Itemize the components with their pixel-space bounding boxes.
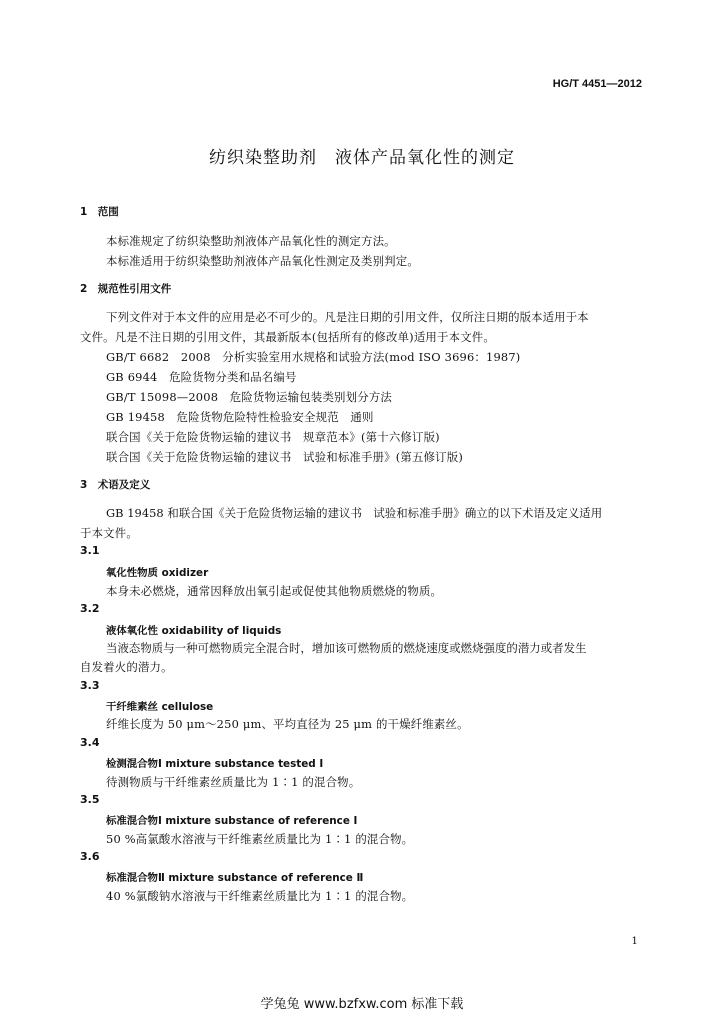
footer-watermark: 学兔兔 www.bzfxw.com 标准下载: [260, 997, 464, 1012]
term-heading: 标准混合物Ⅱ mixture substance of reference Ⅱ: [106, 872, 364, 884]
reference-item: 联合国《关于危险货物运输的建议书 试验和标准手册》(第五修订版): [106, 450, 464, 464]
section-2-para-line-1: 下列文件对于本文件的应用是必不可少的。凡是注日期的引用文件，仅所注日期的版本适用于本: [106, 310, 589, 324]
clause-number: 3.1: [80, 544, 100, 557]
term-definition: 40 %氯酸钠水溶液与干纤维素丝质量比为 1∶1 的混合物。: [106, 889, 414, 903]
term-heading: 氧化性物质 oxidizer: [106, 567, 209, 579]
section-2-para-line-2: 文件。凡是不注日期的引用文件，其最新版本(包括所有的修改单)适用于本文件。: [80, 330, 495, 344]
reference-item: GB/T 6682 2008 分析实验室用水规格和试验方法(mod ISO 3696：1987): [106, 350, 521, 364]
section-2-heading: 2 规范性引用文件: [80, 283, 172, 295]
term-definition-continued: 自发着火的潜力。: [80, 660, 173, 674]
section-3-para-line-1: GB 19458 和联合国《关于危险货物运输的建议书 试验和标准手册》确立的以下术语及定义适用: [106, 506, 603, 520]
term-definition: 待测物质与干纤维素丝质量比为 1∶1 的混合物。: [106, 775, 361, 789]
section-1-para-2: 本标准适用于纺织染整助剂液体产品氧化性测定及类别判定。: [106, 254, 419, 268]
standard-code: HG/T 4451—2012: [552, 78, 642, 90]
section-3-para-line-2: 于本文件。: [80, 526, 138, 540]
section-1-heading: 1 范围: [80, 206, 119, 218]
term-heading: 检测混合物Ⅰ mixture substance tested Ⅰ: [106, 758, 324, 770]
term-heading: 标准混合物Ⅰ mixture substance of reference Ⅰ: [106, 815, 358, 827]
clause-number: 3.2: [80, 602, 100, 615]
section-3-heading: 3 术语及定义: [80, 479, 151, 491]
term-definition: 本身未必燃烧，通常因释放出氧引起或促使其他物质燃烧的物质。: [106, 584, 443, 598]
term-heading: 干纤维素丝 cellulose: [106, 701, 214, 713]
term-definition: 纤维长度为 50 μm～250 μm、平均直径为 25 μm 的干燥纤维素丝。: [106, 717, 469, 731]
reference-item: GB/T 15098—2008 危险货物运输包装类别划分方法: [106, 390, 393, 404]
reference-item: GB 6944 危险货物分类和品名编号: [106, 370, 297, 384]
term-definition: 当液态物质与一种可燃物质完全混合时，增加该可燃物质的燃烧速度或燃烧强度的潜力或者发生: [106, 641, 587, 655]
page-number: 1: [631, 936, 638, 947]
term-heading: 液体氧化性 oxidability of liquids: [106, 625, 282, 637]
clause-number: 3.3: [80, 679, 100, 692]
section-1-para-1: 本标准规定了纺织染整助剂液体产品氧化性的测定方法。: [106, 234, 396, 248]
clause-number: 3.5: [80, 793, 100, 806]
clause-number: 3.6: [80, 850, 100, 863]
page-title: 纺织染整助剂 液体产品氧化性的测定: [209, 148, 515, 168]
reference-item: GB 19458 危险货物危险特性检验安全规范 通则: [106, 410, 374, 424]
term-definition: 50 %高氯酸水溶液与干纤维素丝质量比为 1∶1 的混合物。: [106, 832, 414, 846]
reference-item: 联合国《关于危险货物运输的建议书 规章范本》(第十六修订版): [106, 430, 440, 444]
clause-number: 3.4: [80, 736, 100, 749]
